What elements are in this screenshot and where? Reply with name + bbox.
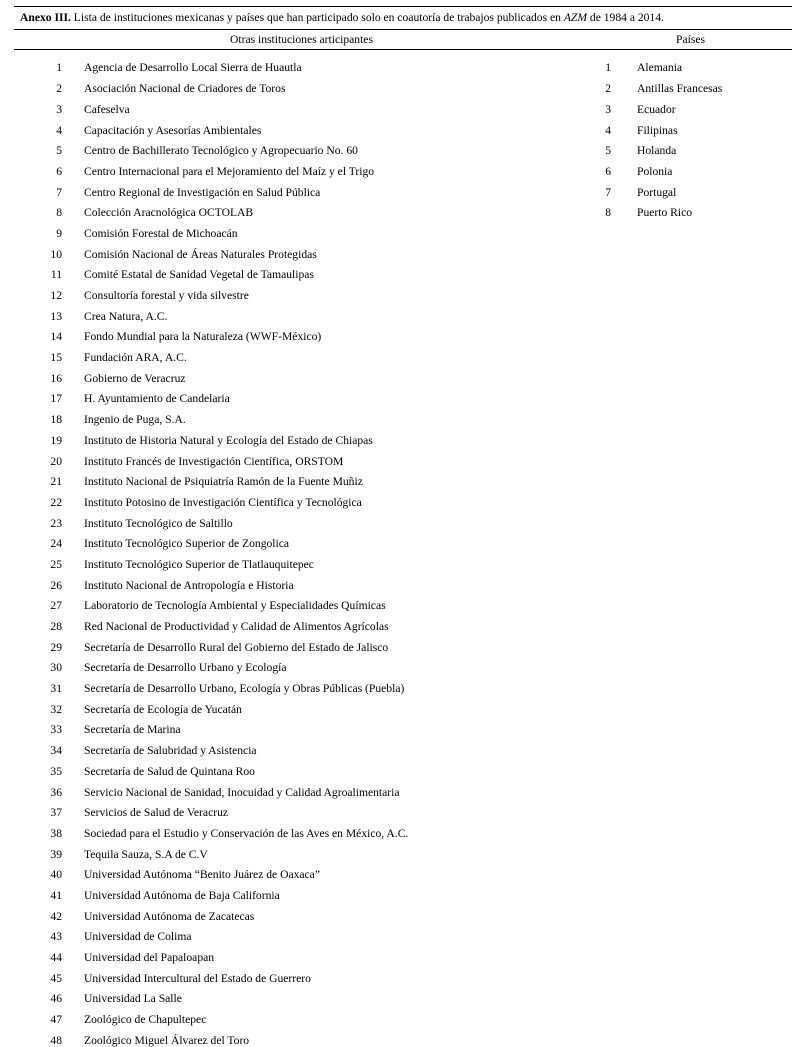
list-item xyxy=(14,493,589,514)
list-item xyxy=(14,410,589,431)
item-number: 48 xyxy=(50,1033,62,1047)
item-number: 22 xyxy=(50,495,62,509)
caption-journal-abbrev: AZM xyxy=(563,11,588,24)
list-item xyxy=(14,700,589,721)
item-label: Comité Estatal de Sanidad Vegetal de Tamaulipas xyxy=(84,268,314,282)
list-item xyxy=(589,183,792,204)
item-label: Laboratorio de Tecnología Ambiental y Especialidades Químicas xyxy=(84,599,386,613)
item-number: 34 xyxy=(50,744,62,758)
list-item xyxy=(14,596,589,617)
list-item xyxy=(14,141,589,162)
item-number: 12 xyxy=(50,289,62,303)
item-label: Centro de Bachillerato Tecnológico y Agropecuario No. 60 xyxy=(84,144,358,158)
list-item xyxy=(14,224,589,245)
annex-table xyxy=(14,6,792,1047)
item-number: 17 xyxy=(50,392,62,406)
item-number: 16 xyxy=(50,371,62,385)
item-label: Ingenio de Puga, S.A. xyxy=(84,413,186,427)
item-number: 37 xyxy=(50,806,62,820)
item-label: Filipinas xyxy=(637,123,678,137)
item-label: Alemania xyxy=(637,61,683,75)
item-label: Comisión Nacional de Áreas Naturales Protegidas xyxy=(84,247,317,261)
item-label: Portugal xyxy=(637,185,677,199)
item-number: 32 xyxy=(50,702,62,716)
item-number: 5 xyxy=(56,144,62,158)
item-number: 8 xyxy=(605,206,611,220)
list-item xyxy=(14,79,589,100)
item-label: Secretaría de Ecología de Yucatán xyxy=(84,702,242,716)
list-item xyxy=(14,638,589,659)
list-item xyxy=(14,617,589,638)
list-item xyxy=(14,121,589,142)
list-item xyxy=(14,389,589,410)
item-number: 46 xyxy=(50,992,62,1006)
item-label: Asociación Nacional de Criadores de Toros xyxy=(84,82,286,96)
item-label: Servicios de Salud de Veracruz xyxy=(84,806,229,820)
item-label: Gobierno de Veracruz xyxy=(84,371,186,385)
item-label: Universidad Intercultural del Estado de Guerrero xyxy=(84,971,311,985)
item-number: 36 xyxy=(50,785,62,799)
item-label: Universidad Autónoma de Zacatecas xyxy=(84,909,255,923)
list-item xyxy=(589,79,792,100)
list-item xyxy=(14,472,589,493)
list-item xyxy=(14,514,589,535)
item-label: Instituto Tecnológico Superior de Zongolica xyxy=(84,537,290,551)
item-label: Crea Natura, A.C. xyxy=(84,309,168,323)
item-number: 5 xyxy=(605,144,611,158)
list-item xyxy=(589,58,792,79)
list-item xyxy=(14,762,589,783)
item-number: 33 xyxy=(50,723,62,737)
list-item xyxy=(14,431,589,452)
column-header-countries: Países xyxy=(676,33,705,47)
list-item xyxy=(14,720,589,741)
item-label: Red Nacional de Productividad y Calidad de Alimentos Agrícolas xyxy=(84,620,389,634)
list-item xyxy=(14,286,589,307)
item-number: 7 xyxy=(605,185,611,199)
item-number: 1 xyxy=(605,61,611,75)
list-item xyxy=(14,948,589,969)
item-number: 42 xyxy=(50,909,62,923)
list-item xyxy=(14,803,589,824)
item-number: 15 xyxy=(50,351,62,365)
item-number: 6 xyxy=(56,164,62,178)
list-item xyxy=(14,534,589,555)
item-label: Instituto Tecnológico Superior de Tlatlauquitepec xyxy=(84,557,314,571)
item-label: Universidad de Colima xyxy=(84,930,192,944)
item-label: Consultoría forestal y vida silvestre xyxy=(84,289,249,303)
item-number: 6 xyxy=(605,164,611,178)
item-label: Universidad La Salle xyxy=(84,992,182,1006)
item-label: Instituto Nacional de Antropología e Historia xyxy=(84,578,294,592)
item-label: Fondo Mundial para la Naturaleza (WWF-México) xyxy=(84,330,322,344)
item-label: Instituto Tecnológico de Saltillo xyxy=(84,516,233,530)
list-item xyxy=(14,824,589,845)
list-item xyxy=(14,741,589,762)
item-label: Sociedad para el Estudio y Conservación de las Aves en México, A.C. xyxy=(84,826,409,840)
item-label: Secretaría de Desarrollo Urbano y Ecología xyxy=(84,661,287,675)
item-number: 24 xyxy=(50,537,62,551)
item-number: 1 xyxy=(56,61,62,75)
list-item xyxy=(14,183,589,204)
item-number: 47 xyxy=(50,1013,62,1027)
item-label: Instituto de Historia Natural y Ecología del Estado de Chiapas xyxy=(84,433,373,447)
top-spacer-left xyxy=(14,50,589,58)
list-item xyxy=(14,348,589,369)
item-number: 26 xyxy=(50,578,62,592)
item-number: 20 xyxy=(50,454,62,468)
list-item xyxy=(14,989,589,1010)
item-number: 2 xyxy=(605,82,611,96)
item-number: 3 xyxy=(605,102,611,116)
item-number: 7 xyxy=(56,185,62,199)
item-label: Polonia xyxy=(637,164,673,178)
list-item xyxy=(14,865,589,886)
item-label: Secretaría de Marina xyxy=(84,723,181,737)
table-body xyxy=(14,50,792,1047)
item-label: Zoológico de Chapultepec xyxy=(84,1013,207,1027)
list-item xyxy=(14,886,589,907)
list-item xyxy=(14,927,589,948)
item-number: 44 xyxy=(50,951,62,965)
item-number: 41 xyxy=(50,888,62,902)
item-label: Instituto Francés de Investigación Científica, ORSTOM xyxy=(84,454,344,468)
list-item xyxy=(14,783,589,804)
list-item xyxy=(14,679,589,700)
item-number: 28 xyxy=(50,620,62,634)
item-label: Ecuador xyxy=(637,102,676,116)
list-item xyxy=(14,845,589,866)
item-label: Servicio Nacional de Sanidad, Inocuidad y Calidad Agroalimentaria xyxy=(84,785,400,799)
item-label: Agencia de Desarrollo Local Sierra de Huautla xyxy=(84,61,302,75)
item-number: 4 xyxy=(605,123,611,137)
column-header-institutions: Otras instituciones articipantes xyxy=(230,33,373,47)
item-label: Universidad Autónoma de Baja California xyxy=(84,888,280,902)
item-label: Tequila Sauza, S.A de C.V xyxy=(84,847,208,861)
list-item xyxy=(14,969,589,990)
item-label: Secretaría de Desarrollo Urbano, Ecología y Obras Públicas (Puebla) xyxy=(84,682,405,696)
item-number: 25 xyxy=(50,557,62,571)
caption-text-after: de 1984 a 2014. xyxy=(587,11,664,24)
item-label: Centro Internacional para el Mejoramiento del Maíz y el Trigo xyxy=(84,164,375,178)
list-item xyxy=(14,555,589,576)
item-number: 3 xyxy=(56,102,62,116)
list-item xyxy=(589,121,792,142)
list-item xyxy=(14,327,589,348)
item-label: Holanda xyxy=(637,144,677,158)
item-label: Centro Regional de Investigación en Salud Pública xyxy=(84,185,321,199)
item-label: Cafeselva xyxy=(84,102,130,116)
list-item xyxy=(14,452,589,473)
item-number: 31 xyxy=(50,682,62,696)
item-label: Fundación ARA, A.C. xyxy=(84,351,187,365)
item-number: 40 xyxy=(50,868,62,882)
item-number: 18 xyxy=(50,413,62,427)
list-item xyxy=(14,907,589,928)
item-number: 10 xyxy=(50,247,62,261)
item-label: Universidad Autónoma “Benito Juárez de Oaxaca” xyxy=(84,868,320,882)
item-number: 19 xyxy=(50,433,62,447)
item-label: Capacitación y Asesorías Ambientales xyxy=(84,123,262,137)
item-label: Instituto Potosino de Investigación Científica y Tecnológica xyxy=(84,495,362,509)
list-item xyxy=(14,576,589,597)
list-item xyxy=(14,369,589,390)
item-label: Secretaría de Salubridad y Asistencia xyxy=(84,744,257,758)
item-number: 11 xyxy=(50,268,62,282)
item-label: Secretaría de Salud de Quintana Roo xyxy=(84,764,255,778)
list-item xyxy=(14,245,589,266)
item-label: Zoológico Miguel Álvarez del Toro xyxy=(84,1033,250,1047)
item-number: 45 xyxy=(50,971,62,985)
list-item xyxy=(589,100,792,121)
item-number: 35 xyxy=(50,764,62,778)
item-number: 4 xyxy=(56,123,62,137)
item-number: 21 xyxy=(50,475,62,489)
caption-label: Anexo III. xyxy=(20,11,71,24)
item-label: Puerto Rico xyxy=(637,206,693,220)
list-item xyxy=(589,203,792,224)
institutions-column xyxy=(14,50,589,1047)
list-item xyxy=(14,203,589,224)
list-item xyxy=(589,141,792,162)
item-number: 38 xyxy=(50,826,62,840)
list-item xyxy=(14,162,589,183)
list-item xyxy=(14,307,589,328)
list-item xyxy=(14,265,589,286)
item-label: Comisión Forestal de Michoacán xyxy=(84,226,238,240)
list-item xyxy=(589,162,792,183)
item-number: 14 xyxy=(50,330,62,344)
top-spacer-right xyxy=(589,50,792,58)
item-number: 29 xyxy=(50,640,62,654)
item-label: Antillas Francesas xyxy=(637,82,723,96)
item-number: 27 xyxy=(50,599,62,613)
list-item xyxy=(14,658,589,679)
item-number: 23 xyxy=(50,516,62,530)
item-label: Instituto Nacional de Psiquiatría Ramón de la Fuente Muñiz xyxy=(84,475,363,489)
item-number: 43 xyxy=(50,930,62,944)
list-item xyxy=(14,58,589,79)
item-number: 39 xyxy=(50,847,62,861)
item-number: 8 xyxy=(56,206,62,220)
item-number: 13 xyxy=(50,309,62,323)
list-item xyxy=(14,100,589,121)
item-label: Secretaría de Desarrollo Rural del Gobierno del Estado de Jalisco xyxy=(84,640,389,654)
caption-text-before: Lista de instituciones mexicanas y países que han participado solo en coautoría de trabajos publicados en xyxy=(70,11,564,24)
list-item xyxy=(14,1010,589,1031)
table-caption xyxy=(14,7,792,30)
table-header-row xyxy=(14,30,792,50)
list-item xyxy=(14,1031,589,1047)
item-label: H. Ayuntamiento de Candelaria xyxy=(84,392,230,406)
item-label: Universidad del Papaloapan xyxy=(84,951,215,965)
item-number: 9 xyxy=(56,226,62,240)
item-label: Colección Aracnológica OCTOLAB xyxy=(84,206,254,220)
item-number: 30 xyxy=(50,661,62,675)
countries-column xyxy=(589,50,792,1047)
item-number: 2 xyxy=(56,82,62,96)
